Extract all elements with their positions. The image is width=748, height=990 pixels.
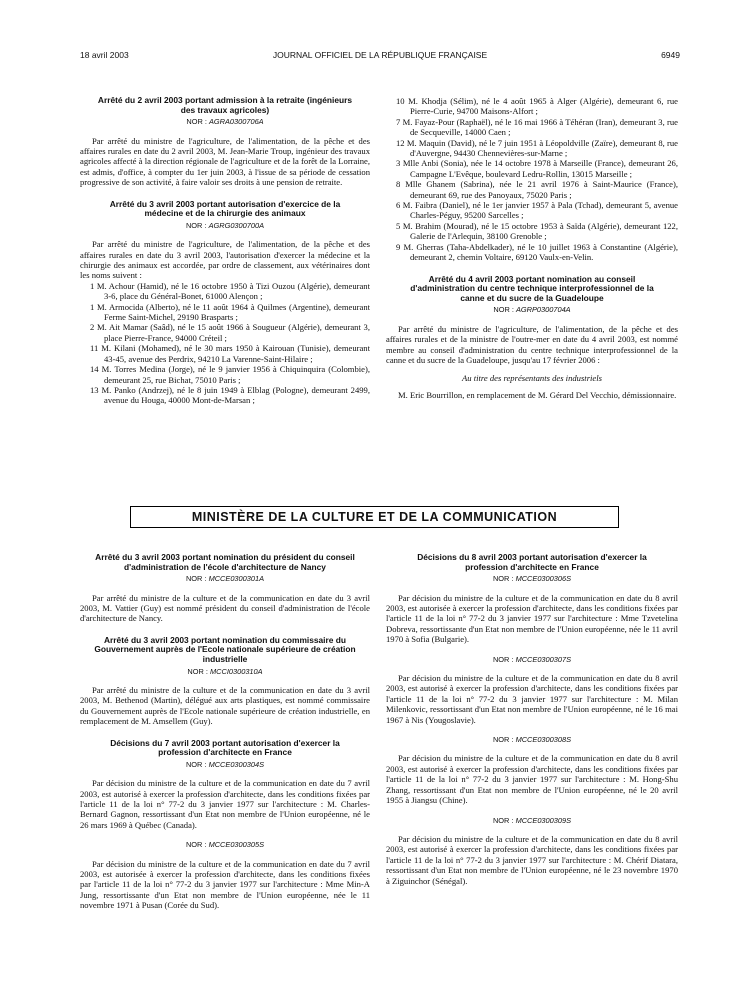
- nor-reference: NOR : MCCE0300307S: [492, 654, 572, 664]
- header-date: 18 avril 2003: [80, 50, 129, 60]
- nor-reference: NOR : AGRP0300704A: [493, 305, 571, 315]
- list-item: 1 M. Achour (Hamid), né le 16 octobre 1950 à Tizi Ouzou (Algérie), demeurant 3-6, place du Général-Bonet, 61000 Alençon ;: [90, 280, 370, 302]
- nor-reference: NOR : MCCE0300309S: [492, 815, 572, 825]
- list-item: 3 Mlle Anbi (Sonia), née le 14 octobre 1978 à Marseille (France), demeurant 26, Campagne L'Evêque, boulevard Ledru-Rollin, 13015 Marseille ;: [396, 158, 678, 179]
- list-item: 9 M. Gherras (Taha-Abdelkader), né le 10 juillet 1963 à Constantine (Algérie), demeurant 2, chemin Voltaire, 69120 Vaulx-en-Velin.: [396, 241, 678, 263]
- article-body: Par décision du ministre de la culture et de la communication en date du 7 avril 2003, est autorisée à exercer la profession d'architecte, dans les conditions fixées par l'article 11 de la loi n° 77-2 du 3 janvier 1977 sur l'architecture : Mme Min-A Jung, ressortissante d'un Etat non membre de l'Union européenne, née le 11 novembre 1971 à Pusan (Corée du Sud).: [80, 858, 370, 911]
- nor-reference: NOR : MCCE0300308S: [492, 735, 572, 745]
- article-title: Arrêté du 3 avril 2003 portant nomination du commissaire du Gouvernement auprès de l'Ecole nationale supérieure de création industrielle: [94, 634, 356, 664]
- ministry-section-heading: MINISTÈRE DE LA CULTURE ET DE LA COMMUNICATION: [130, 506, 619, 528]
- article-title: Décisions du 7 avril 2003 portant autorisation d'exercer la profession d'architecte en France: [110, 737, 340, 758]
- article-body: Par arrêté du ministre de la culture et de la communication en date du 3 avril 2003, M. Vattier (Guy) est nommé président du conseil d'administration de l'école d'architecture de Nancy.: [80, 592, 370, 624]
- list-item: 14 M. Torres Medina (Jorge), né le 9 janvier 1956 à Chiquinquira (Colombie), demeurant 25, rue Bichat, 75010 Paris ;: [90, 364, 370, 385]
- column-bottom-left: [80, 553, 370, 911]
- header-journal-title: JOURNAL OFFICIEL DE LA RÉPUBLIQUE FRANÇAISE: [272, 50, 488, 60]
- article-body: Par arrêté du ministre de l'agriculture, de l'alimentation, de la pêche et des affaires rurales et de la ministre de l'outre-mer en date du 4 avril 2003, est nommé membre au conseil d'administration du centre technique interprofessionnel de la canne et du sucre de la Guadeloupe, jusqu'au 17 février 2006 :: [386, 323, 678, 365]
- article-body: Par arrêté du ministre de l'agriculture, de l'alimentation, de la pêche et des affaires rurales en date du 2 avril 2003, M. Jean-Marie Troup, ingénieur des travaux agricoles affecté à la direction régionale de l'agriculture et de la forêt de la Lorraine, est admis, d'office, à compter du 1er juin 2003, à l'issue de sa période de cessation progressive de son activité, à faire valoir ses droits à une pension de retraite.: [80, 135, 370, 188]
- article-title: Arrêté du 3 avril 2003 portant autorisation d'exercice de la médecine et de la chirurgie des animaux: [109, 198, 341, 219]
- article-body: Par arrêté du ministre de l'agriculture, de l'alimentation, de la pêche et des affaires rurales en date du 3 avril 2003, l'autorisation d'exercer la médecine et la chirurgie des animaux est accordée, par ordre de classement, aux vétérinaires dont les noms suivent :: [80, 239, 370, 281]
- column-top-left: [80, 96, 370, 406]
- article-body: Par décision du ministre de la culture et de la communication en date du 8 avril 2003, est autorisée à exercer la profession d'architecte, dans les conditions fixées par l'article 11 de la loi n° 77-2 du 3 janvier 1977 sur l'architecture : Mme Tzvetelina Dobreva, ressortissante d'un Etat non membre de l'Union européenne, née le 11 avril 1970 à Sofia (Bulgarie).: [386, 592, 678, 645]
- list-item: 6 M. Faibra (Daniel), né le 1er janvier 1957 à Pala (Tchad), demeurant 5, avenue Charles-Péguy, 95200 Sarcelles ;: [396, 200, 678, 221]
- nor-reference: NOR : MCCE0300301A: [185, 574, 265, 584]
- article-body: Par décision du ministre de la culture et de la communication en date du 8 avril 2003, est autorisé à exercer la profession d'architecte, dans les conditions fixées par l'article 11 de la loi n° 77-2 du 3 janvier 1977 sur l'architecture : M. Milan Milenkovic, ressortissant d'un Etat non membre de l'Union européenne, né le 16 mai 1967 à Nis (Yougoslavie).: [386, 673, 678, 725]
- nor-reference: NOR : AGRA0300706A: [186, 117, 264, 127]
- list-item: 11 M. Kilani (Mohamed), né le 30 mars 1950 à Kairouan (Tunisie), demeurant 43-45, avenue des Perdrix, 94210 La Varenne-Saint-Hilaire ;: [90, 343, 370, 364]
- header-page-number: 6949: [661, 50, 680, 60]
- article-body: Par arrêté du ministre de la culture et de la communication en date du 3 avril 2003, M. Bethenod (Martin), délégué aux arts plastiques, est nommé commissaire du Gouvernement auprès de l'Ecole nationale supérieure de création industrielle, en remplacement de M. Amsellem (Guy).: [80, 685, 370, 727]
- page-header: [80, 50, 680, 64]
- article-title: Arrêté du 3 avril 2003 portant nomination du président du conseil d'administration de l'école d'architecture de Nancy: [95, 552, 355, 572]
- nor-reference: NOR : MCCI0300310A: [187, 666, 263, 676]
- nor-reference: NOR : MCCE0300306S: [492, 574, 572, 584]
- article-title: Arrêté du 4 avril 2003 portant nomination au conseil d'administration du centre technique interprofessionnel de la canne et du sucre de la Guadeloupe: [410, 273, 654, 303]
- article-body: Par décision du ministre de la culture et de la communication en date du 8 avril 2003, est autorisé à exercer la profession d'architecte, dans les conditions fixées par l'article 11 de la loi n° 77-2 du 3 janvier 1977 sur l'architecture : M. Hong-Shu Zhang, ressortissant d'un Etat non membre de l'Union européenne, né le 20 avril 1955 à Jiangsu (Chine).: [386, 753, 678, 806]
- list-item: 7 M. Fayaz-Pour (Raphaël), né le 16 mai 1966 à Téhéran (Iran), demeurant 3, rue de Secqueville, 14000 Caen ;: [396, 116, 678, 138]
- nor-reference: NOR : AGRG0300700A: [185, 220, 265, 230]
- article-title: Décisions du 8 avril 2003 portant autorisation d'exercer la profession d'architecte en France: [417, 552, 647, 572]
- nor-reference: NOR : MCCE0300305S: [185, 840, 265, 850]
- nor-reference: NOR : MCCE0300304S: [185, 759, 265, 769]
- article-body: Par décision du ministre de la culture et de la communication en date du 8 avril 2003, est autorisé à exercer la profession d'architecte, dans les conditions fixées par l'article 11 de la loi n° 77-2 du 3 janvier 1977 sur l'architecture : M. Chérif Diatara, ressortissant d'un Etat non membre de l'Union européenne, né le 23 novembre 1970 à Ziguinchor (Sénégal).: [386, 833, 678, 886]
- article-body: M. Eric Bourrillon, en remplacement de M. Gérard Del Vecchio, démissionnaire.: [398, 389, 677, 400]
- list-item: 12 M. Maquin (David), né le 7 juin 1951 à Léopoldville (Zaïre), demeurant 8, rue d'Auvergne, 94430 Chennevières-sur-Marne ;: [396, 137, 678, 159]
- list-item: 10 M. Khodja (Sélim), né le 4 août 1965 à Alger (Algérie), demeurant 6, rue Pierre-Curie, 94700 Maisons-Alfort ;: [396, 96, 678, 117]
- article-title: Arrêté du 2 avril 2003 portant admission à la retraite (ingénieurs des travaux agricoles): [97, 95, 353, 115]
- article-subtitle: Au titre des représentants des industriels: [462, 373, 602, 384]
- list-item: 2 M. Ait Mamar (Saâd), né le 15 août 1966 à Sougueur (Algérie), demeurant 3, place Pierre-France, 94000 Créteil ;: [90, 322, 370, 343]
- article-body: Par décision du ministre de la culture et de la communication en date du 7 avril 2003, est autorisé à exercer la profession d'architecte, dans les conditions fixées par l'article 11 de la loi n° 77-2 du 3 janvier 1977 sur l'architecture : M. Charles-Bernard Gagnon, ressortissant d'un Etat non membre de l'Union européenne, né le 26 mars 1969 à Québec (Canada).: [80, 778, 370, 830]
- list-item: 5 M. Brahim (Mourad), né le 15 octobre 1953 à Saïda (Algérie), demeurant 122, Galerie de l'Arlequin, 38100 Grenoble ;: [396, 220, 678, 242]
- column-top-right: [386, 96, 678, 400]
- list-item: 1 M. Armocida (Alberto), né le 11 août 1964 à Quilmes (Argentine), demeurant Ferme Saint-Michel, 29190 Brasparts ;: [90, 301, 370, 323]
- list-item: 8 Mlle Ghanem (Sabrina), née le 21 avril 1976 à Saint-Maurice (France), demeurant 69, rue des Panoyaux, 75020 Paris ;: [396, 179, 678, 200]
- list-item: 13 M. Panko (Andrzej), né le 8 juin 1949 à Elblag (Pologne), demeurant 2499, avenue du Houga, 40000 Mont-de-Marsan ;: [90, 384, 370, 406]
- column-bottom-right: [386, 553, 678, 886]
